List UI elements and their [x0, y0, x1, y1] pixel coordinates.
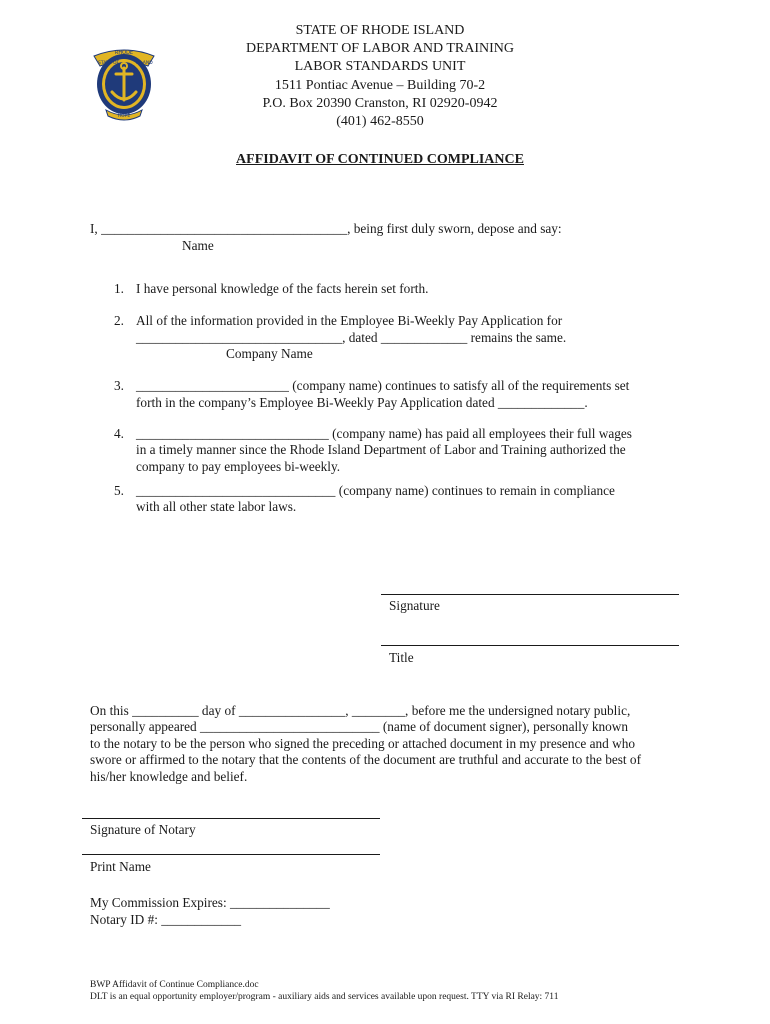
document-title: AFFIDAVIT OF CONTINUED COMPLIANCE — [236, 152, 524, 167]
notary-paragraph-line: swore or affirmed to the notary that the contents of the document are truthful and accurate to the best of — [90, 752, 642, 767]
item-text: All of the information provided in the Employee Bi-Weekly Pay Application for — [136, 313, 563, 328]
seal-bottom-text: HOPE — [117, 114, 131, 119]
affiant-name-caption: Name — [182, 238, 214, 253]
commission-expires: My Commission Expires: _______________ — [90, 895, 330, 910]
notary-paragraph-line: On this __________ day of ________________, ________, before me the undersigned notary public, — [90, 703, 631, 718]
header-phone: (401) 462-8550 — [336, 114, 424, 130]
item-number: 4. — [114, 426, 124, 441]
seal-right-text: ISLAND — [136, 61, 153, 66]
notary-paragraph-line: to the notary to be the person who signed the preceding or attached document in my presence and who — [90, 736, 636, 751]
notary-paragraph-line: personally appeared ___________________________ (name of document signer), personally known — [90, 719, 629, 734]
item-text: _______________________ (company name) continues to satisfy all of the requirements set — [136, 378, 630, 393]
signature-label: Signature — [389, 598, 440, 613]
seal-left-text: STATE OF — [98, 61, 120, 66]
header-address: 1511 Pontiac Avenue – Building 70-2 — [274, 77, 486, 93]
signature-line — [381, 594, 679, 595]
footer-eeo-statement: DLT is an equal opportunity employer/program - auxiliary aids and services available upon request. TTY via RI Relay: 711 — [90, 992, 559, 1002]
item-number: 5. — [114, 483, 124, 498]
notary-signature-line — [82, 818, 380, 819]
item-number: 1. — [114, 281, 124, 296]
item-text: forth in the company’s Employee Bi-Weekly Pay Application dated _____________. — [136, 395, 588, 410]
company-name-caption: Company Name — [226, 346, 313, 361]
item-text: in a timely manner since the Rhode Island Department of Labor and Training authorized the — [136, 442, 626, 457]
notary-paragraph-line: his/her knowledge and belief. — [90, 769, 248, 784]
item-text: company to pay employees bi-weekly. — [136, 459, 341, 474]
agency-header — [180, 22, 580, 131]
item-text: _______________________________, dated _____________ remains the same. — [136, 330, 567, 345]
item-text: _____________________________ (company name) has paid all employees their full wages — [136, 426, 632, 441]
print-name-label: Print Name — [90, 859, 151, 874]
item-text: I have personal knowledge of the facts herein set forth. — [136, 281, 429, 296]
header-department: DEPARTMENT OF LABOR AND TRAINING — [245, 41, 515, 57]
item-number: 3. — [114, 378, 124, 393]
print-name-line — [82, 854, 380, 855]
seal-top-text: RHODE — [114, 50, 134, 56]
header-state: STATE OF RHODE ISLAND — [295, 23, 465, 38]
item-text: with all other state labor laws. — [136, 499, 297, 514]
notary-id: Notary ID #: ____________ — [90, 912, 242, 927]
item-number: 2. — [114, 313, 124, 328]
title-line — [381, 645, 679, 646]
title-label: Title — [389, 650, 414, 665]
item-text: ______________________________ (company name) continues to remain in compliance — [136, 483, 615, 498]
notary-signature-label: Signature of Notary — [90, 822, 196, 837]
header-po-box: P.O. Box 20390 Cranston, RI 02920-0942 — [262, 95, 498, 111]
header-unit: LABOR STANDARDS UNIT — [294, 59, 466, 75]
affiant-name-line: I, _____________________________________, being first duly sworn, depose and say: — [90, 221, 562, 236]
state-seal-logo — [84, 44, 164, 122]
footer-filename: BWP Affidavit of Continue Compliance.doc — [90, 980, 259, 990]
